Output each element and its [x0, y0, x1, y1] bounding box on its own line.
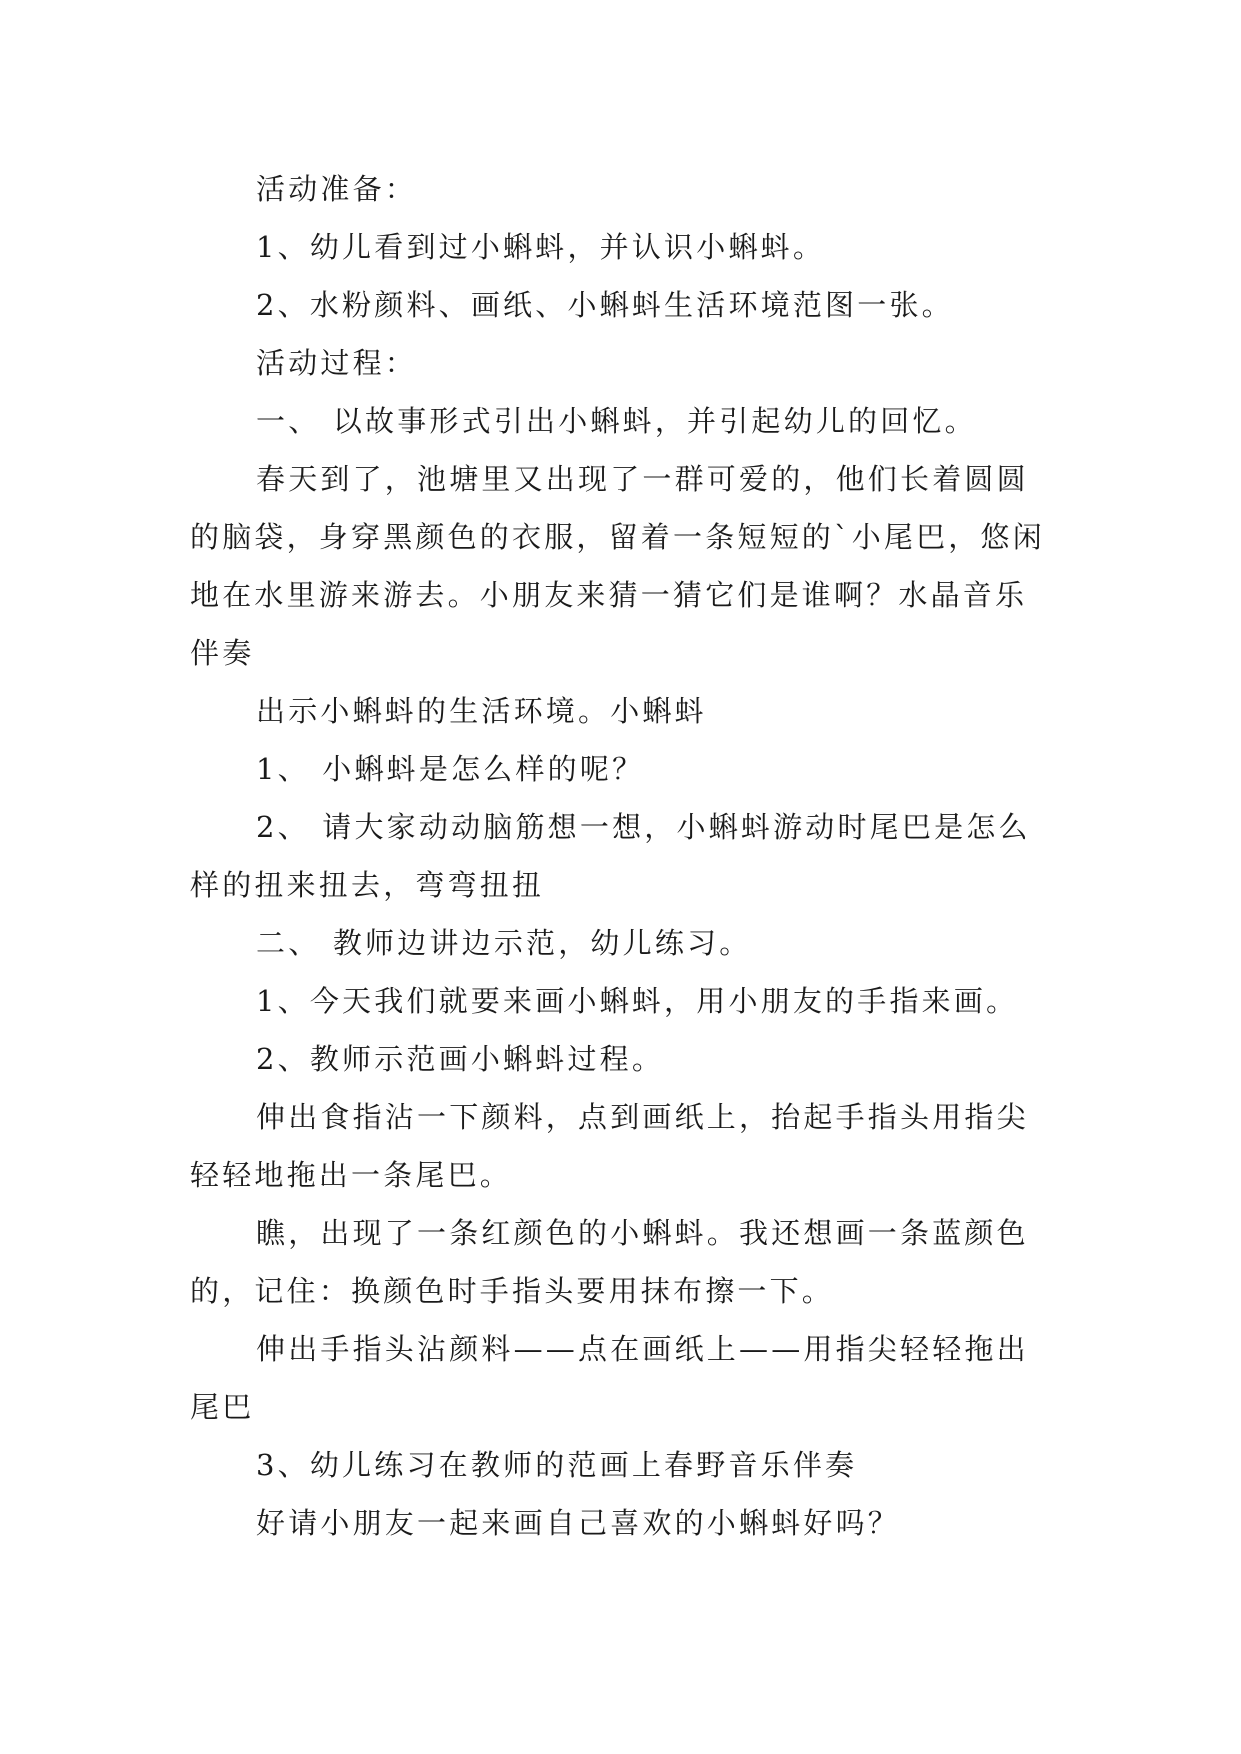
paragraph-closing-question: 好请小朋友一起来画自己喜欢的小蝌蚪好吗？	[256, 1506, 901, 1540]
paragraph-demo-color-change: 瞧，出现了一条红颜色的小蝌蚪。我还想画一条蓝颜色的，记住：换颜色时手指头要用抹布擦一下。	[190, 1216, 1029, 1308]
paragraph-activity-process-heading: 活动过程：	[256, 346, 418, 380]
paragraph-story: 春天到了，池塘里又出现了一群可爱的，他们长着圆圆的脑袋，身穿黑颜色的衣服，留着一条短短的`小尾巴，悠闲地在水里游来游去。小朋友来猜一猜它们是谁啊？水晶音乐伴奏	[190, 462, 1045, 670]
paragraph-prep-item-2: 2、水粉颜料、画纸、小蝌蚪生活环境范图一张。	[256, 288, 954, 322]
paragraph-activity-preparation-heading: 活动准备：	[256, 172, 418, 206]
paragraph-step-two-heading: 二、 教师边讲边示范，幼儿练习。	[256, 926, 752, 960]
paragraph-show-environment: 出示小蝌蚪的生活环境。小蝌蚪	[256, 694, 707, 728]
paragraph-demo-steps: 伸出手指头沾颜料——点在画纸上——用指尖轻轻拖出尾巴	[190, 1332, 1029, 1424]
paragraph-step-one-heading: 一、 以故事形式引出小蝌蚪，并引起幼儿的回忆。	[256, 404, 977, 438]
paragraph-step-two-item-3: 3、幼儿练习在教师的范画上春野音乐伴奏	[256, 1448, 858, 1482]
document-page	[190, 160, 1050, 1552]
paragraph-question-1: 1、 小蝌蚪是怎么样的呢？	[256, 752, 645, 786]
paragraph-step-two-item-1: 1、今天我们就要来画小蝌蚪，用小朋友的手指来画。	[256, 984, 1019, 1018]
paragraph-step-two-item-2: 2、教师示范画小蝌蚪过程。	[256, 1042, 665, 1076]
paragraph-question-2: 2、 请大家动动脑筋想一想，小蝌蚪游动时尾巴是怎么样的扭来扭去，弯弯扭扭	[190, 810, 1031, 902]
paragraph-demo-instructions: 伸出食指沾一下颜料，点到画纸上，抬起手指头用指尖轻轻地拖出一条尾巴。	[190, 1100, 1029, 1192]
paragraph-prep-item-1: 1、幼儿看到过小蝌蚪，并认识小蝌蚪。	[256, 230, 826, 264]
